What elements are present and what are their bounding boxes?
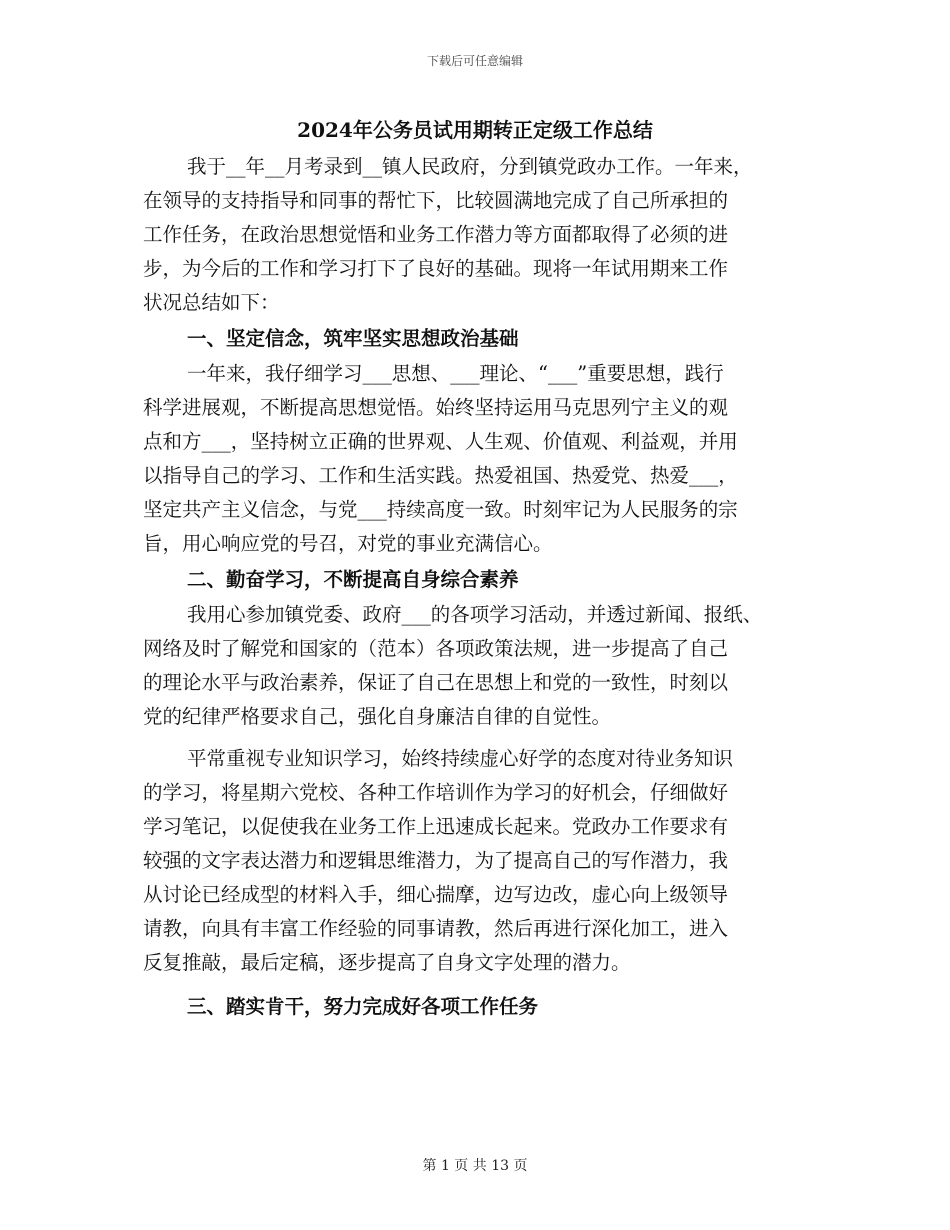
document-title: 2024年公务员试用期转正定级工作总结 [297,118,653,142]
paragraph-line: 从讨论已经成型的材料入手，细心揣摩，边写边改，虚心向上级领导 [143,883,729,906]
paragraph-line: 工作任务，在政治思想觉悟和业务工作潜力等方面都取得了必须的进 [143,223,729,246]
paragraph-line: 步，为今后的工作和学习打下了良好的基础。现将一年试用期来工作 [143,257,729,280]
paragraph-line: 党的纪律严格要求自己，强化自身廉洁自律的自觉性。 [143,705,612,728]
paragraph-line: 的学习，将星期六党校、各种工作培训作为学习的好机会，仔细做好 [143,781,729,804]
section-heading-2: 二、勤奋学习，不断提高自身综合素养 [187,568,519,591]
paragraph-line: 以指导自己的学习、工作和生活实践。热爱祖国、热爱党、热爱___， [143,464,738,487]
page-footer: 第 1 页 共 13 页 [422,1158,528,1174]
section-heading-1: 一、坚定信念，筑牢坚实思想政治基础 [187,327,519,350]
section-heading-3: 三、踏实肯干，努力完成好各项工作任务 [187,995,539,1018]
paragraph-line: 状况总结如下： [143,291,280,314]
paragraph-line: 我于__年__月考录到__镇人民政府，分到镇党政办工作。一年来， [187,155,753,178]
paragraph-gap [143,734,823,742]
paragraph-line: 较强的文字表达潜力和逻辑思维潜力，为了提高自己的写作潜力，我 [143,849,729,872]
paragraph-line: 旨，用心响应党的号召，对党的事业充满信心。 [143,532,553,555]
paragraph-line: 点和方___，坚持树立正确的世界观、人生观、价值观、利益观，并用 [143,430,738,453]
paragraph-gap [143,980,823,988]
paragraph-line: 的理论水平与政治素养，保证了自己在思想上和党的一致性，时刻以 [143,671,729,694]
header-note: 下载后可任意编辑 [426,54,523,68]
paragraph-line: 反复推敲，最后定稿，逐步提高了自身文字处理的潜力。 [143,951,631,974]
paragraph-line: 请教，向具有丰富工作经验的同事请教，然后再进行深化加工，进入 [143,917,729,940]
paragraph-line: 在领导的支持指导和同事的帮忙下，比较圆满地完成了自己所承担的 [143,189,729,212]
paragraph-line: 学习笔记，以促使我在业务工作上迅速成长起来。党政办工作要求有 [143,815,729,838]
paragraph-line: 科学进展观，不断提高思想觉悟。始终坚持运用马克思列宁主义的观 [143,396,729,419]
paragraph-line: 坚定共产主义信念，与党___持续高度一致。时刻牢记为人民服务的宗 [143,498,738,521]
paragraph-line: 一年来，我仔细学习___思想、___理论、“___”重要思想，践行 [187,362,724,385]
document-body [143,150,823,1025]
paragraph-line: 网络及时了解党和国家的（范本）各项政策法规，进一步提高了自己 [143,637,729,660]
paragraph-line: 我用心参加镇党委、政府___的各项学习活动，并透过新闻、报纸、 [187,603,763,626]
paragraph-line: 平常重视专业知识学习，始终持续虚心好学的态度对待业务知识 [187,747,734,770]
